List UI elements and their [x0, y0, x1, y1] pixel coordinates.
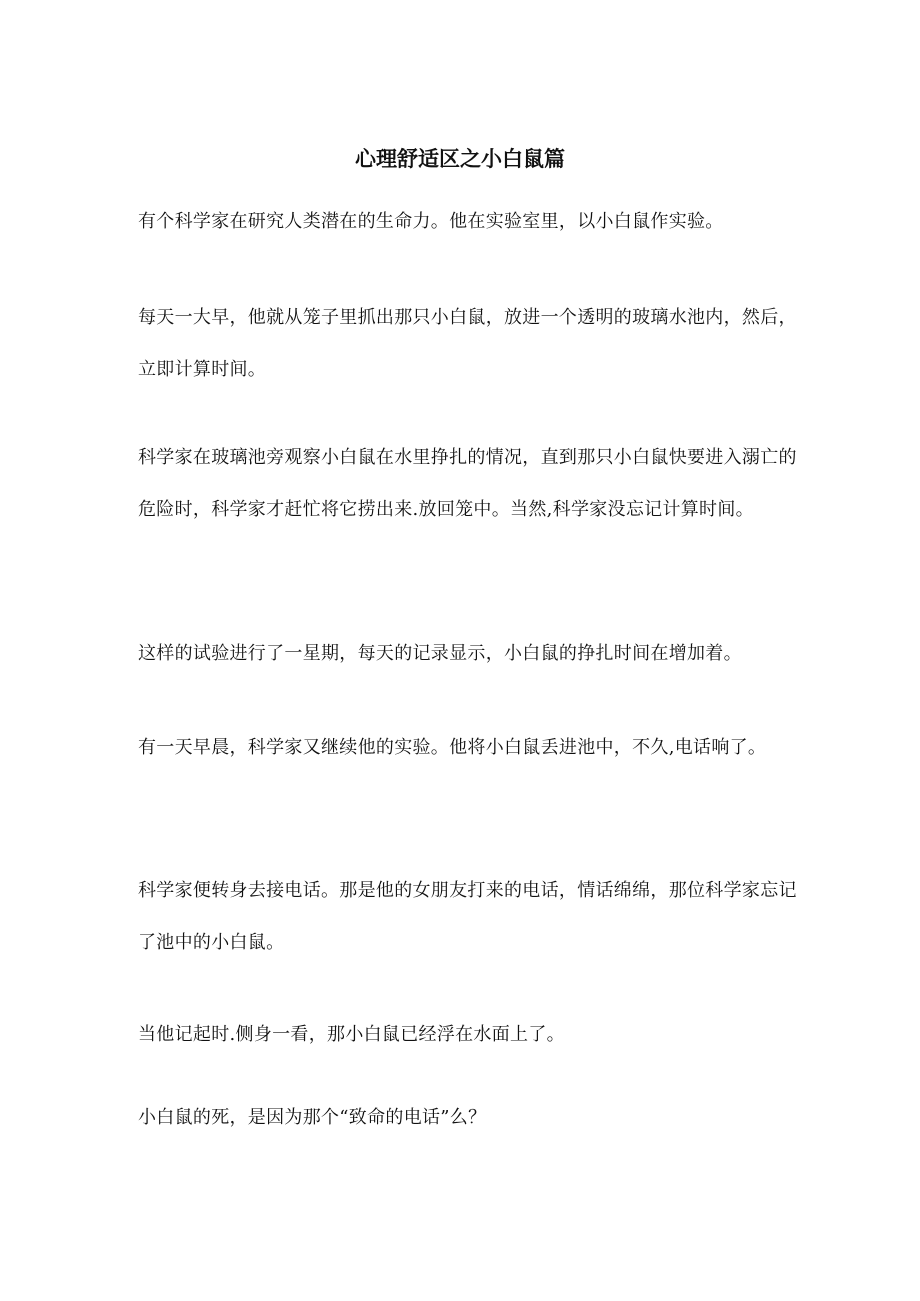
document-title: 心理舒适区之小白鼠篇 [355, 147, 565, 171]
paragraph-5: 有一天早晨，科学家又继续他的实验。他将小白鼠丢进池中，不久,电话响了。 [138, 737, 767, 758]
paragraph-1: 有个科学家在研究人类潜在的生命力。他在实验室里，以小白鼠作实验。 [138, 211, 724, 232]
paragraph-3: 科学家在玻璃池旁观察小白鼠在水里挣扎的情况，直到那只小白鼠快要进入溺亡的危险时，科学家才赶忙将它捞出来.放回笼中。当然,科学家没忘记计算时间。 [138, 447, 797, 520]
paragraph-4: 这样的试验进行了一星期，每天的记录显示，小白鼠的挣扎时间在增加着。 [138, 643, 742, 664]
paragraph-6: 科学家便转身去接电话。那是他的女朋友打来的电话，情话绵绵，那位科学家忘记了池中的小白鼠。 [138, 880, 797, 953]
paragraph-2: 每天一大早，他就从笼子里抓出那只小白鼠，放进一个透明的玻璃水池内，然后，立即计算时间。 [138, 307, 797, 380]
paragraph-8: 小白鼠的死，是因为那个“致命的电话”么？ [138, 1107, 487, 1128]
paragraph-7: 当他记起时.侧身一看，那小白鼠已经浮在水面上了。 [138, 1024, 565, 1045]
